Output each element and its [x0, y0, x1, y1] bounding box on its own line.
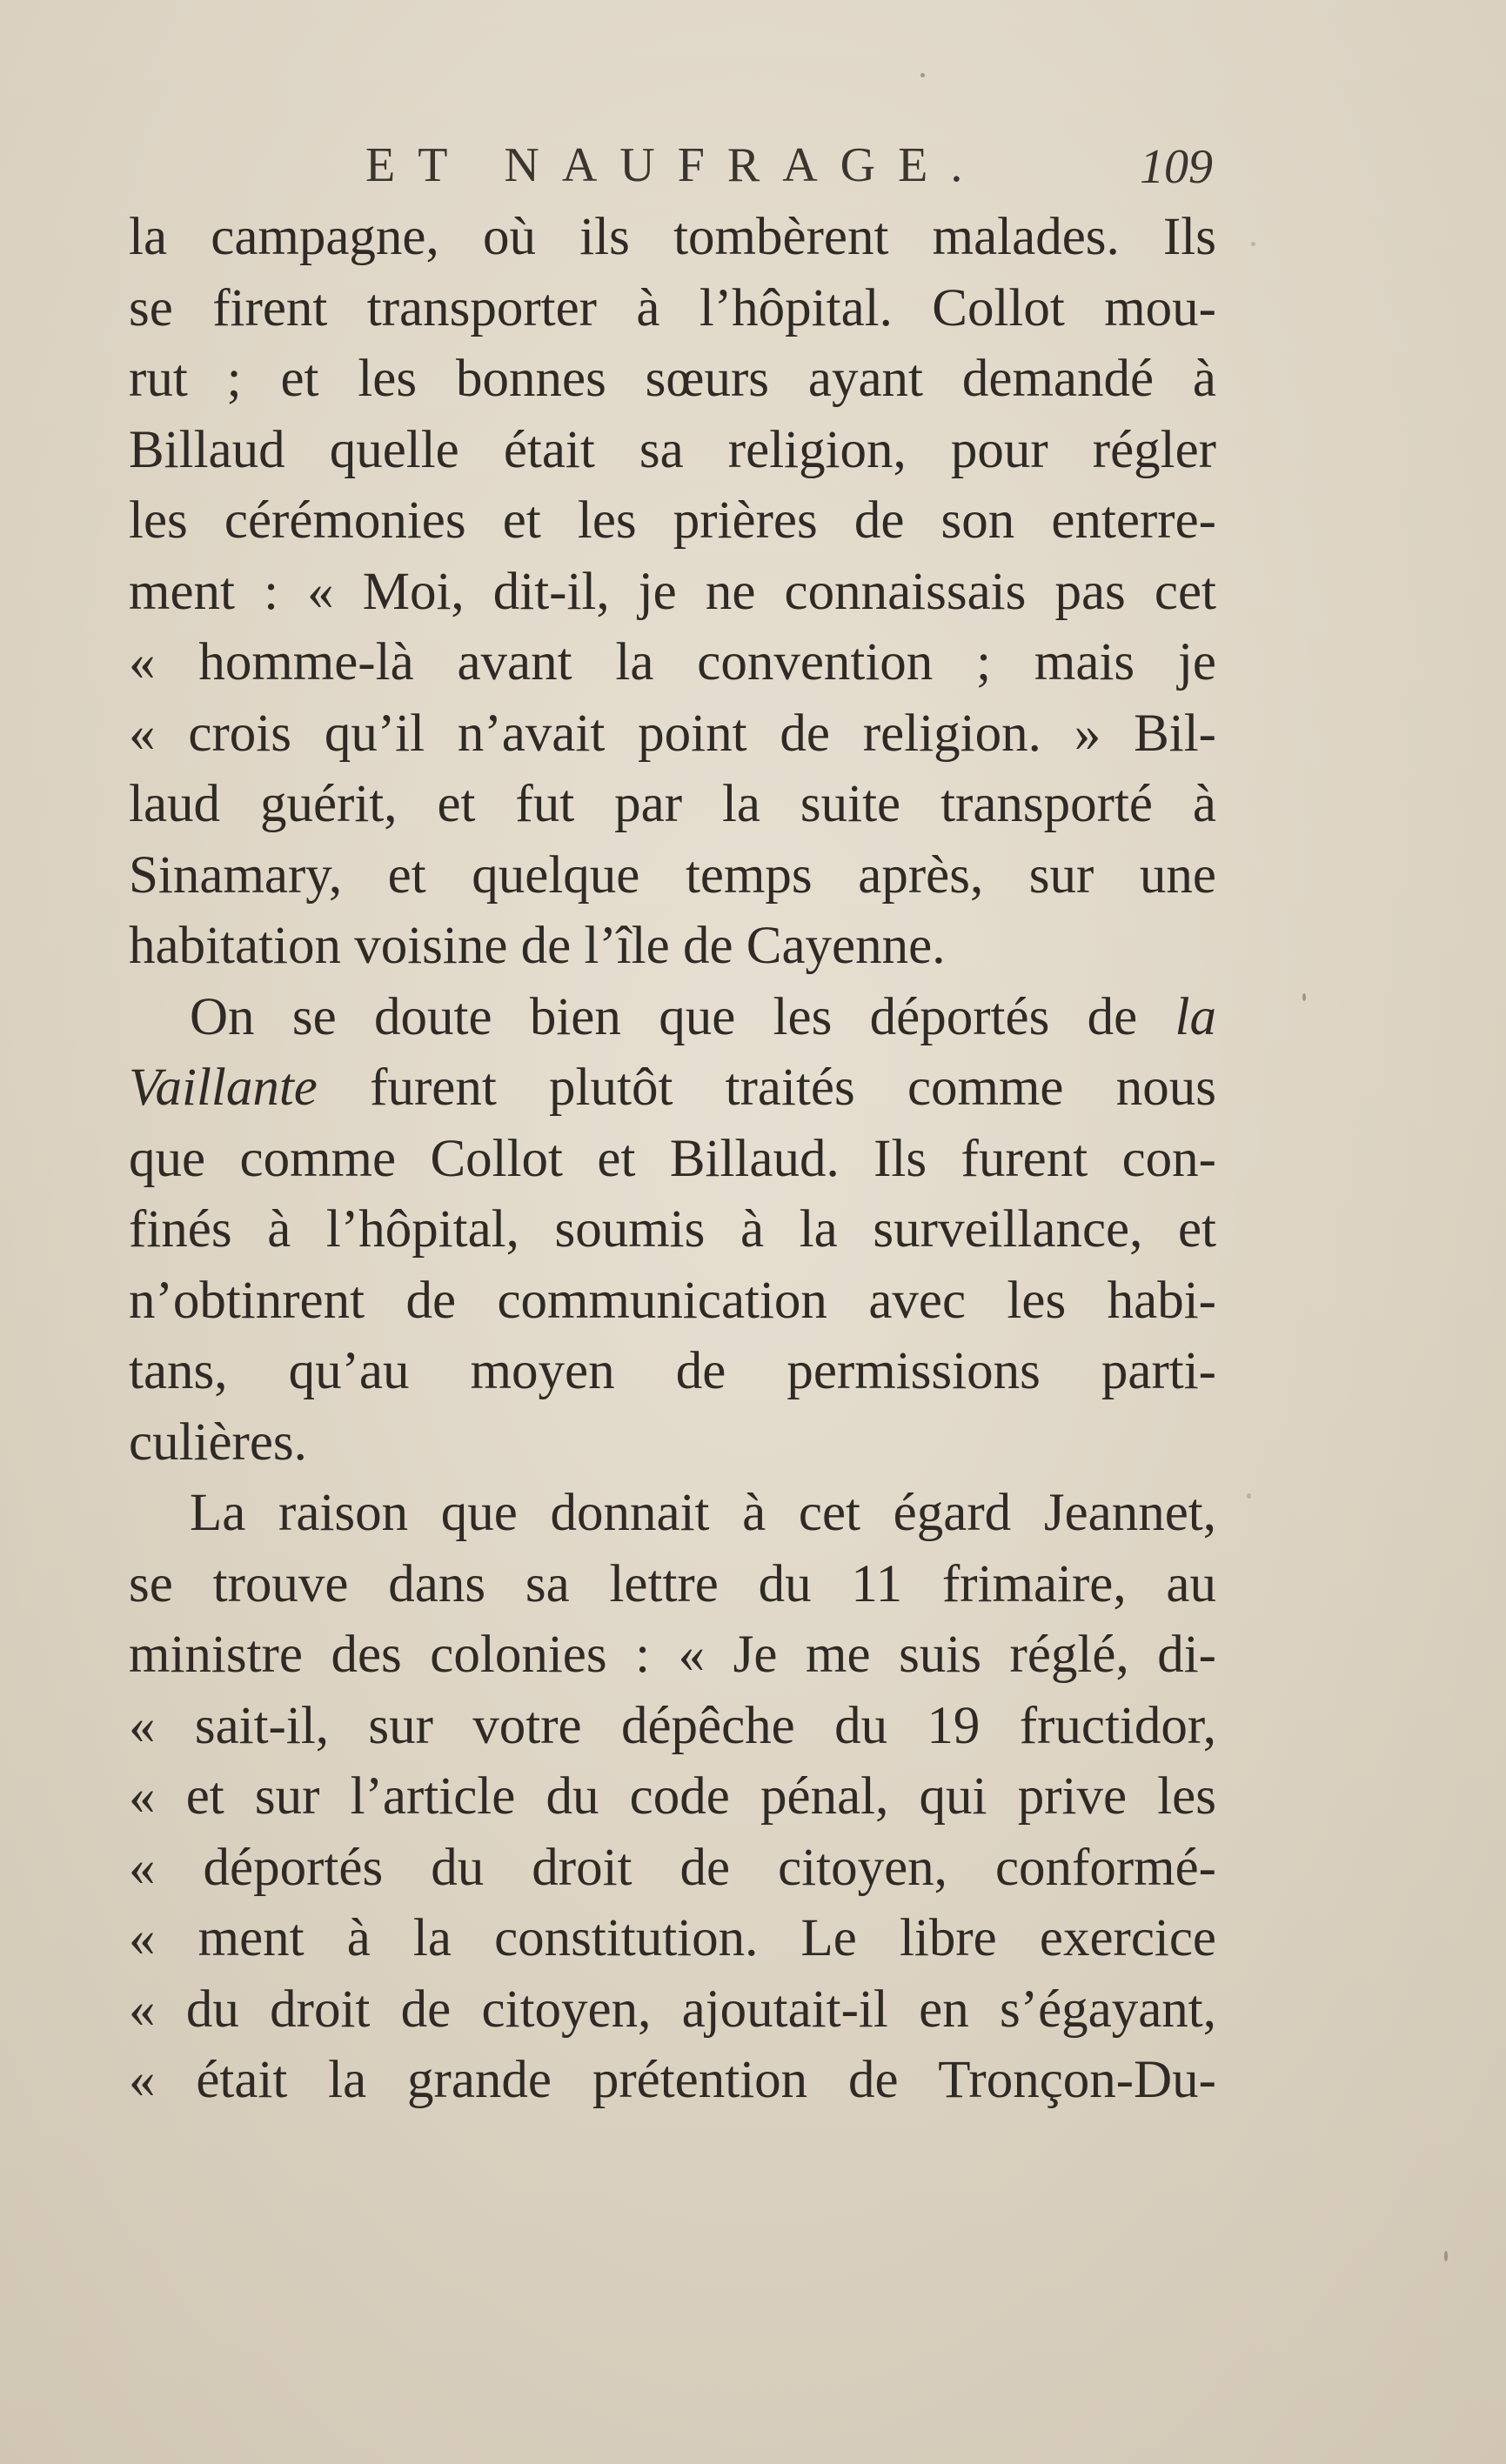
page-number: 109: [1140, 140, 1213, 194]
text-line: « crois qu’il n’avait point de religion. » Bil-: [129, 704, 1216, 763]
text-line: rut ; et les bonnes sœurs ayant demandé à: [129, 350, 1216, 408]
body-text: [129, 202, 1216, 2116]
text-line: finés à l’hôpital, soumis à la surveillance, et: [129, 1200, 1216, 1259]
italic-word: la: [1175, 987, 1216, 1046]
text-line: tans, qu’au moyen de permissions parti-: [129, 1342, 1216, 1400]
text-line-roman: On se doute bien que les déportés de: [190, 987, 1175, 1046]
text-line: « sait-il, sur votre dépêche du 19 fructidor,: [129, 1696, 1216, 1755]
paper-speck: [1251, 242, 1255, 246]
paper-speck: [1302, 993, 1306, 1001]
italic-word: Vaillante: [129, 1058, 318, 1117]
text-line: « ment à la constitution. Le libre exercice: [129, 1909, 1216, 1967]
text-line: se firent transporter à l’hôpital. Collot mou-: [129, 278, 1216, 337]
paragraph-start-line: La raison que donnait à cet égard Jeannet,: [190, 1484, 1216, 1542]
text-line: [129, 1052, 1216, 1124]
text-line: « du droit de citoyen, ajoutait-il en s’égayant,: [129, 1980, 1216, 2039]
text-line: n’obtinrent de communication avec les habi-: [129, 1271, 1216, 1330]
text-line: les cérémonies et les prières de son enterre-: [129, 491, 1216, 550]
running-head: ET NAUFRAGE.: [365, 138, 986, 192]
text-line: culières.: [129, 1412, 307, 1472]
text-line: Sinamary, et quelque temps après, sur une: [129, 845, 1216, 905]
text-line: laud guérit, et fut par la suite transporté à: [129, 775, 1216, 833]
text-line: « déportés du droit de citoyen, conformé-: [129, 1838, 1216, 1897]
text-line: « et sur l’article du code pénal, qui prive les: [129, 1767, 1216, 1826]
text-line: la campagne, où ils tombèrent malades. Ils: [129, 208, 1216, 266]
text-line: se trouve dans sa lettre du 11 frimaire, au: [129, 1554, 1216, 1613]
paper-speck: [920, 73, 925, 77]
paragraph-start-line: [129, 982, 1216, 1053]
text-line-roman: furent plutôt traités comme nous: [317, 1058, 1216, 1117]
text-line: « homme-là avant la convention ; mais je: [129, 633, 1216, 691]
paper-speck: [1444, 2251, 1448, 2261]
text-line: Billaud quelle était sa religion, pour régler: [129, 420, 1216, 479]
text-line: « était la grande prétention de Tronçon-Du-: [129, 2051, 1216, 2109]
text-line: ministre des colonies : « Je me suis réglé, di-: [129, 1626, 1216, 1684]
paper-speck: [1247, 1493, 1251, 1499]
text-line: habitation voisine de l’île de Cayenne.: [129, 917, 946, 975]
text-line: ment : « Moi, dit-il, je ne connaissais pas cet: [129, 562, 1216, 621]
text-line: que comme Collot et Billaud. Ils furent con-: [129, 1129, 1216, 1188]
